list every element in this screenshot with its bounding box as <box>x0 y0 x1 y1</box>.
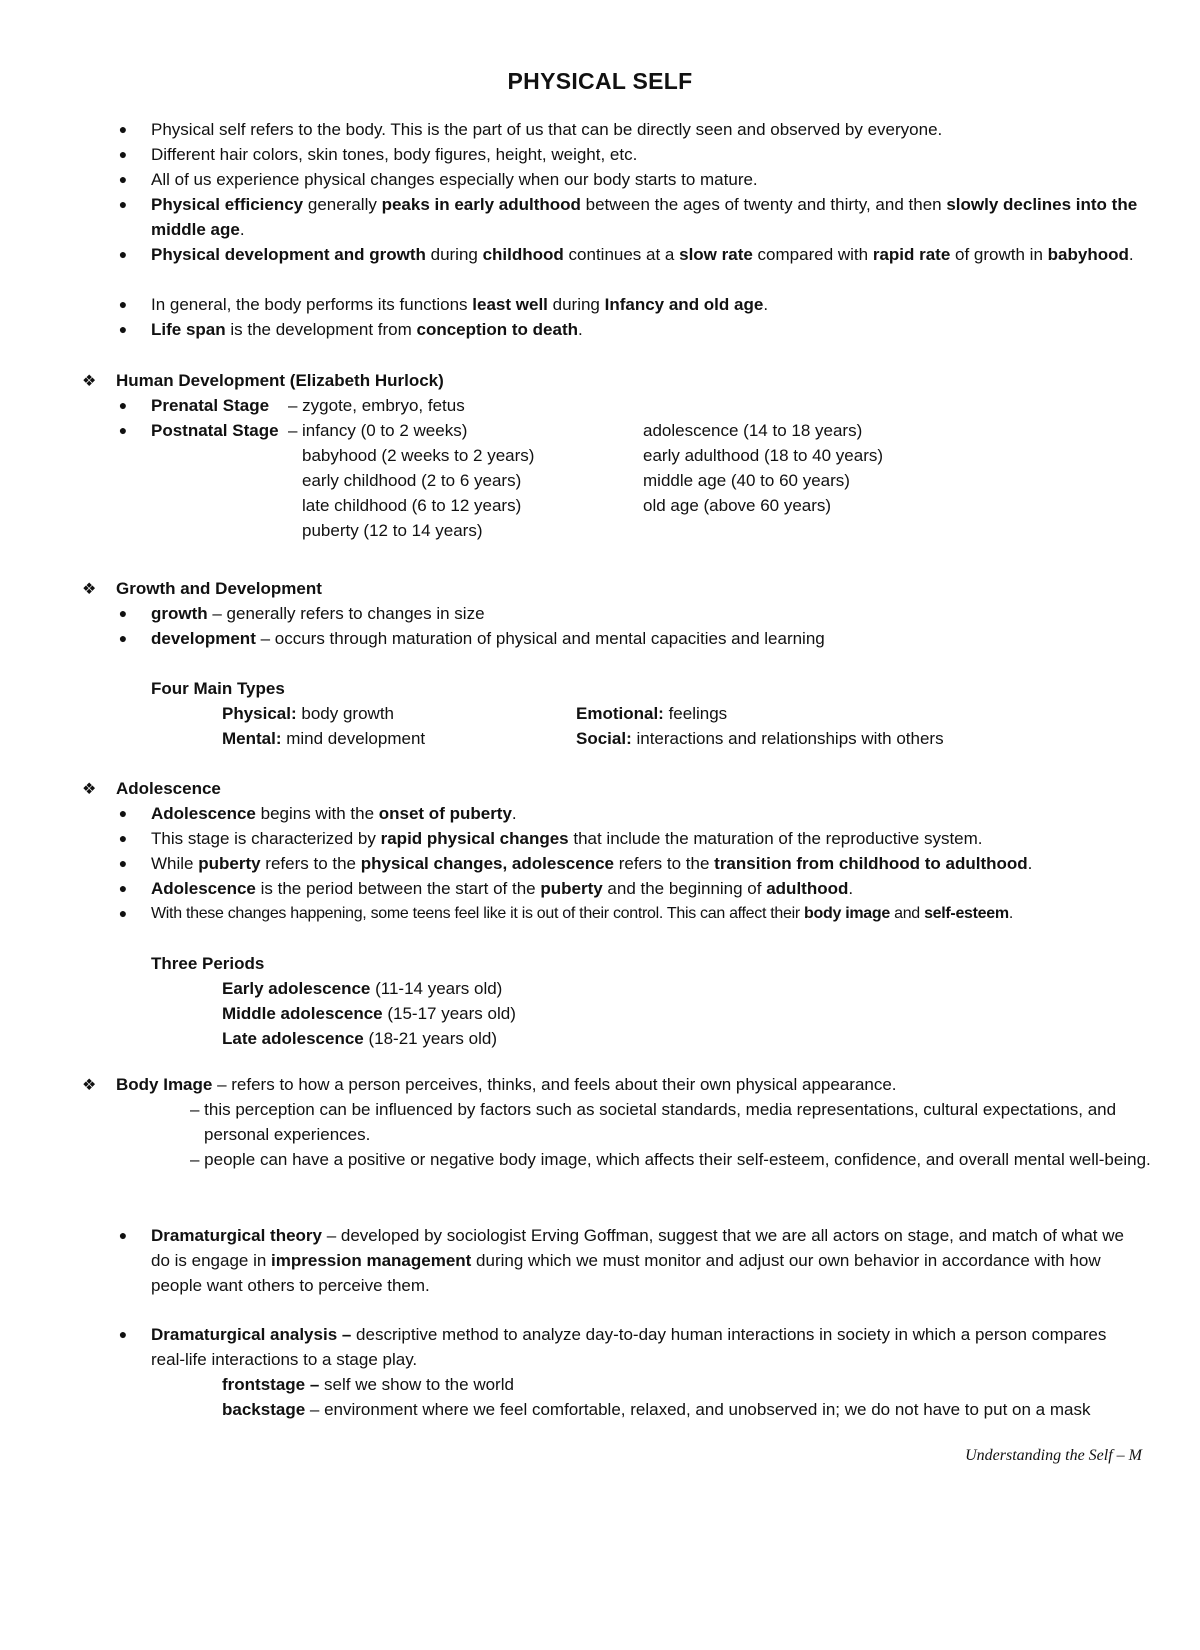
type-item: Emotional: feelings <box>576 704 728 723</box>
bullet-icon: ● <box>118 1326 128 1342</box>
bullet-icon: ● <box>118 146 128 162</box>
list-item: Adolescence is the period between the start of the puberty and the beginning of adulthood. <box>151 879 854 898</box>
bullet-icon: ● <box>118 830 128 846</box>
bullet-icon: ● <box>118 246 128 262</box>
bullet-icon: ● <box>118 805 128 821</box>
stage-item: adolescence (14 to 18 years) <box>643 421 863 440</box>
list-item: growth – generally refers to changes in size <box>151 604 485 623</box>
bullet-icon: ● <box>118 196 128 212</box>
type-item: Mental: mind development <box>222 729 426 748</box>
list-item: With these changes happening, some teens feel like it is out of their control. This can affect their body image and self-esteem. <box>151 905 1013 922</box>
page-footer: Understanding the Self – M <box>965 1447 1142 1464</box>
bullet-icon: ● <box>118 422 128 438</box>
period-item: Early adolescence (11-14 years old) <box>222 979 503 998</box>
list-item: Different hair colors, skin tones, body figures, height, weight, etc. <box>151 145 638 164</box>
section-heading: Growth and Development <box>116 579 322 598</box>
bullet-icon: ● <box>118 630 128 646</box>
stage-item: early adulthood (18 to 40 years) <box>643 446 884 465</box>
bullet-icon: ● <box>118 397 128 413</box>
list-item: In general, the body performs its functions least well during Infancy and old age. <box>151 295 769 314</box>
bullet-icon: ● <box>118 605 128 621</box>
diamond-bullet-icon: ❖ <box>82 581 97 598</box>
stage-item: old age (above 60 years) <box>643 496 832 515</box>
sub-item: – this perception can be influenced by factors such as societal standards, media representations, cultural expectations, and personal experiences. <box>190 1100 1117 1144</box>
list-item: development – occurs through maturation of physical and mental capacities and learning <box>151 629 825 648</box>
type-item: Physical: body growth <box>222 704 394 723</box>
list-item: Physical efficiency generally peaks in early adulthood between the ages of twenty and thirty, and then slowly declines into the middle age. <box>151 195 1138 239</box>
page-title: PHYSICAL SELF <box>507 68 693 94</box>
list-item: All of us experience physical changes especially when our body starts to mature. <box>151 170 758 189</box>
sub-item: – people can have a positive or negative body image, which affects their self-esteem, confidence, and overall mental well-being. <box>190 1150 1151 1169</box>
subheading: Three Periods <box>151 954 265 973</box>
stage-item: middle age (40 to 60 years) <box>643 471 850 490</box>
stage-item: babyhood (2 weeks to 2 years) <box>302 446 535 465</box>
section-heading: Human Development (Elizabeth Hurlock) <box>116 371 444 390</box>
section-heading: Body Image – refers to how a person perceives, thinks, and feels about their own physical appearance. <box>116 1075 897 1094</box>
list-item: Dramaturgical theory – developed by sociologist Erving Goffman, suggest that we are all actors on stage, and match of what we do is engage in impression management during which we must monitor and adjust our own behavior in accordance with how people want others to perceive them. <box>151 1226 1124 1295</box>
list-item: Adolescence begins with the onset of puberty. <box>151 804 517 823</box>
period-item: Middle adolescence (15-17 years old) <box>222 1004 516 1023</box>
type-item: Social: interactions and relationships with others <box>576 729 944 748</box>
section-heading: Adolescence <box>116 779 221 798</box>
stage-label: Prenatal Stage <box>151 396 270 415</box>
stage-item: frontstage – self we show to the world <box>222 1375 514 1394</box>
stage-item: early childhood (2 to 6 years) <box>302 471 522 490</box>
bullet-icon: ● <box>118 121 128 137</box>
list-item: This stage is characterized by rapid physical changes that include the maturation of the reproductive system. <box>151 829 983 848</box>
list-item: While puberty refers to the physical changes, adolescence refers to the transition from childhood to adulthood. <box>151 854 1033 873</box>
diamond-bullet-icon: ❖ <box>82 373 97 390</box>
stage-item: infancy (0 to 2 weeks) <box>302 421 468 440</box>
stage-label: Postnatal Stage <box>151 421 279 440</box>
diamond-bullet-icon: ❖ <box>82 781 97 798</box>
stage-item: late childhood (6 to 12 years) <box>302 496 522 515</box>
stage-text: – zygote, embryo, fetus <box>288 396 465 415</box>
stage-dash: – <box>288 421 298 440</box>
list-item: Physical development and growth during childhood continues at a slow rate compared with rapid rate of growth in babyhood. <box>151 245 1134 264</box>
list-item: Dramaturgical analysis – descriptive method to analyze day-to-day human interactions in society in which a person compares real-life interactions to a stage play. <box>151 1325 1107 1369</box>
list-item: Physical self refers to the body. This is the part of us that can be directly seen and observed by everyone. <box>151 120 943 139</box>
list-item: Life span is the development from conception to death. <box>151 320 583 339</box>
bullet-icon: ● <box>118 171 128 187</box>
bullet-icon: ● <box>118 855 128 871</box>
bullet-icon: ● <box>118 905 128 921</box>
period-item: Late adolescence (18-21 years old) <box>222 1029 497 1048</box>
stage-item: puberty (12 to 14 years) <box>302 521 483 540</box>
bullet-icon: ● <box>118 1227 128 1243</box>
bullet-icon: ● <box>118 880 128 896</box>
stage-item: backstage – environment where we feel comfortable, relaxed, and unobserved in; we do not have to put on a mask <box>222 1400 1091 1419</box>
bullet-icon: ● <box>118 321 128 337</box>
subheading: Four Main Types <box>151 679 285 698</box>
bullet-icon: ● <box>118 296 128 312</box>
diamond-bullet-icon: ❖ <box>82 1077 97 1094</box>
